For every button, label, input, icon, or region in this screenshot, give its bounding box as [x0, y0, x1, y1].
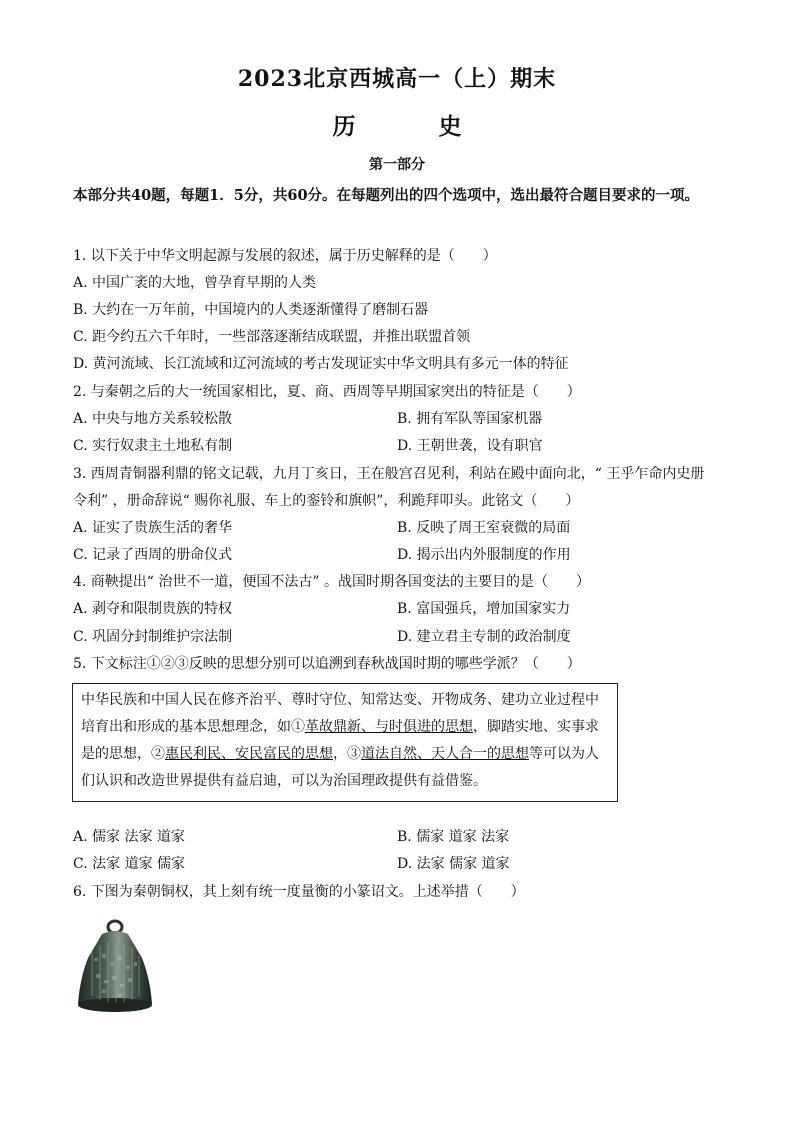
question-3-option-a[interactable]: A. 证实了贵族生活的奢华 [73, 520, 233, 536]
passage-marked-idea-1: 革故鼎新、与时俱进的思想 [305, 719, 473, 735]
bronze-weight-illustration [72, 918, 162, 1016]
question-5-option-d[interactable]: D. 法家 儒家 道家 [397, 856, 510, 872]
section-instructions: 本部分共40题，每题1．5分，共60分。在每题列出的四个选项中，选出最符合题目要求的一项。 [73, 187, 700, 204]
question-2-stem: 2. 与秦朝之后的大一统国家相比，夏、商、西周等早期国家突出的特征是（ ） [73, 384, 581, 400]
passage-marked-idea-3: 道法自然、天人合一的思想 [361, 746, 529, 762]
passage-line-4: 们认识和改造世界提供有益启迪，可以为治国理政提供有益借鉴。 [81, 773, 487, 789]
question-4-option-d[interactable]: D. 建立君主专制的政治制度 [397, 629, 571, 645]
passage-line-2: 培育出和形成的基本思想理念，如①革故鼎新、与时俱进的思想，脚踏实地、实事求 [81, 719, 599, 735]
question-2-option-d[interactable]: D. 王朝世袭，设有职官 [397, 438, 543, 454]
question-5-option-b[interactable]: B. 儒家 道家 法家 [397, 829, 510, 845]
question-1-option-d[interactable]: D. 黄河流域、长江流域和辽河流域的考古发现证实中华文明具有多元一体的特征 [73, 356, 569, 372]
question-4-stem: 4. 商鞅提出“ 治世不一道，便国不法古” 。战国时期各国变法的主要目的是（ ） [73, 574, 591, 590]
question-3-stem-line-2: 令利” ，册命辞说“ 赐你礼服、车上的銮铃和旗帜”，利跪拜叩头。此铭文（ ） [73, 493, 580, 509]
question-5-option-c[interactable]: C. 法家 道家 儒家 [73, 856, 186, 872]
exam-title: 2023北京西城高一（上）期末 [237, 66, 557, 92]
question-3-stem-line-1: 3. 西周青铜器利鼎的铭文记载，九月丁亥日，王在般宫召见利，利站在殿中面向北，“ 王乎乍命内史册 [73, 466, 705, 482]
question-2-option-c[interactable]: C. 实行奴隶主土地私有制 [73, 438, 233, 454]
question-4-option-b[interactable]: B. 富国强兵，增加国家实力 [397, 601, 571, 617]
passage-line-3: 是的思想，②惠民利民、安民富民的思想，③道法自然、天人合一的思想等可以为人 [81, 746, 599, 762]
question-2-option-a[interactable]: A. 中央与地方关系较松散 [73, 411, 233, 427]
passage-line-1: 中华民族和中国人民在修齐治平、尊时守位、知常达变、开物成务、建功立业过程中 [81, 692, 599, 708]
question-4-option-a[interactable]: A. 剥夺和限制贵族的特权 [73, 601, 233, 617]
question-1-option-a[interactable]: A. 中国广袤的大地，曾孕育早期的人类 [73, 275, 317, 291]
question-2-option-b[interactable]: B. 拥有军队等国家机器 [397, 411, 543, 427]
question-5-passage-box [72, 683, 618, 802]
question-1-option-c[interactable]: C. 距今约五六千年时，一些部落逐渐结成联盟，并推出联盟首领 [73, 329, 471, 345]
question-5-stem: 5. 下文标注①②③反映的思想分别可以追溯到春秋战国时期的哪些学派？（ ） [73, 656, 581, 672]
qin-bronze-weight-image [72, 918, 162, 1016]
question-5-option-a[interactable]: A. 儒家 法家 道家 [73, 829, 185, 845]
question-4-option-c[interactable]: C. 巩固分封制维护宗法制 [73, 629, 233, 645]
subject-title: 历 史 [332, 113, 492, 140]
question-6-stem: 6. 下图为秦朝铜权，其上刻有统一度量衡的小篆诏文。上述举措（ ） [73, 884, 525, 900]
question-3-option-c[interactable]: C. 记录了西周的册命仪式 [73, 547, 233, 563]
question-1-option-b[interactable]: B. 大约在一万年前，中国境内的人类逐渐懂得了磨制石器 [73, 302, 429, 318]
section-title: 第一部分 [369, 157, 425, 173]
question-3-option-b[interactable]: B. 反映了周王室衰微的局面 [397, 520, 571, 536]
passage-marked-idea-2: 惠民利民、安民富民的思想 [165, 746, 333, 762]
question-3-option-d[interactable]: D. 揭示出内外服制度的作用 [397, 547, 571, 563]
question-1-stem: 1. 以下关于中华文明起源与发展的叙述，属于历史解释的是（ ） [73, 248, 497, 264]
